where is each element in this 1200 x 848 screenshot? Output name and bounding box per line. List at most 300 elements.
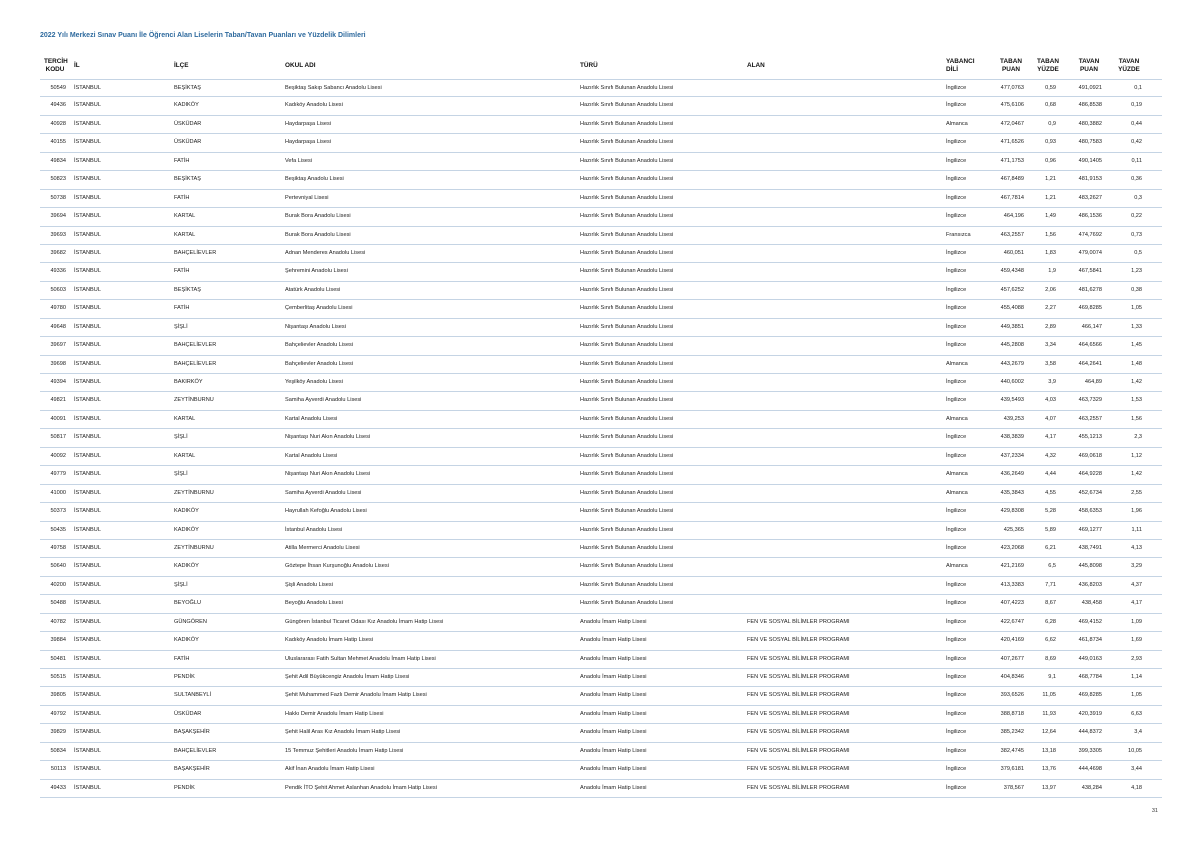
cell-taban-yuzde: 4,55 — [1045, 489, 1056, 496]
cell-turu: Hazırlık Sınıfı Bulunan Anadolu Lisesi — [580, 176, 674, 183]
cell-taban-yuzde: 1,83 — [1045, 249, 1056, 256]
table-row — [40, 595, 1162, 613]
cell-taban-puan: 464,196 — [1003, 213, 1024, 220]
cell-yabanci-dili: Almanca — [946, 120, 968, 127]
cell-yabanci-dili: Almanca — [946, 489, 968, 496]
cell-okul-adi: Şehit Muhammed Fazlı Demir Anadolu İmam Hatip Lisesi — [285, 692, 427, 699]
cell-tavan-yuzde: 4,37 — [1131, 581, 1142, 588]
cell-taban-puan: 407,4223 — [1000, 600, 1024, 607]
cell-tercih-kodu: 50823 — [50, 176, 66, 183]
cell-tavan-puan: 490,1405 — [1078, 157, 1102, 164]
cell-turu: Hazırlık Sınıfı Bulunan Anadolu Lisesi — [580, 379, 674, 385]
cell-ilce: ZEYTİNBURNU — [174, 489, 214, 496]
cell-okul-adi: Göztepe İhsan Kurşunoğlu Anadolu Lisesi — [285, 563, 389, 570]
cell-il: İSTANBUL — [74, 249, 101, 256]
cell-taban-yuzde: 0,68 — [1045, 102, 1056, 109]
cell-taban-yuzde: 6,28 — [1045, 618, 1056, 625]
cell-yabanci-dili: İngilizce — [946, 213, 967, 220]
table-row — [40, 116, 1162, 134]
cell-yabanci-dili: İngilizce — [946, 157, 967, 164]
cell-tercih-kodu: 40092 — [50, 452, 66, 459]
cell-yabanci-dili: İngilizce — [946, 323, 967, 330]
cell-taban-puan: 438,3839 — [1000, 434, 1024, 441]
table-row — [40, 503, 1162, 521]
cell-il: İSTANBUL — [74, 323, 101, 330]
cell-yabanci-dili: İngilizce — [946, 397, 967, 404]
cell-okul-adi: Haydarpaşa Lisesi — [285, 120, 332, 127]
cell-okul-adi: Atatürk Anadolu Lisesi — [285, 286, 341, 293]
cell-tavan-puan: 483,2627 — [1078, 194, 1102, 201]
cell-il: İSTANBUL — [74, 85, 101, 91]
table-row — [40, 429, 1162, 447]
table-row — [40, 687, 1162, 705]
cell-taban-yuzde: 13,76 — [1042, 766, 1056, 773]
cell-ilce: FATİH — [174, 305, 190, 312]
cell-ilce: KARTAL — [174, 231, 196, 238]
cell-okul-adi: Çemberlitaş Anadolu Lisesi — [285, 305, 353, 312]
table-row — [40, 448, 1162, 466]
cell-taban-yuzde: 6,21 — [1045, 544, 1056, 551]
cell-tavan-yuzde: 0,44 — [1131, 120, 1142, 127]
table-row — [40, 356, 1162, 374]
cell-il: İSTANBUL — [74, 231, 101, 238]
cell-tercih-kodu: 50738 — [50, 194, 66, 201]
cell-okul-adi: Beşiktaş Anadolu Lisesi — [285, 176, 344, 183]
cell-taban-yuzde: 1,21 — [1045, 194, 1056, 201]
cell-alan: FEN VE SOSYAL BİLİMLER PROGRAMI — [747, 766, 850, 773]
cell-tavan-puan: 463,2557 — [1078, 415, 1102, 422]
cell-taban-puan: 439,253 — [1003, 415, 1024, 422]
cell-taban-puan: 385,2342 — [1000, 729, 1024, 736]
cell-tercih-kodu: 40200 — [50, 581, 66, 588]
cell-tercih-kodu: 41000 — [50, 489, 66, 496]
cell-taban-yuzde: 1,56 — [1045, 231, 1056, 238]
cell-il: İSTANBUL — [74, 102, 101, 109]
cell-yabanci-dili: İngilizce — [946, 508, 967, 515]
table-row — [40, 780, 1162, 798]
cell-taban-yuzde: 11,05 — [1042, 692, 1056, 699]
cell-yabanci-dili: İngilizce — [946, 544, 967, 551]
cell-ilce: KADIKÖY — [174, 563, 199, 570]
cell-tercih-kodu: 40155 — [50, 139, 66, 146]
cell-tavan-puan: 458,6353 — [1078, 508, 1102, 515]
cell-tavan-yuzde: 4,18 — [1131, 784, 1142, 791]
cell-taban-puan: 440,6002 — [1000, 379, 1024, 385]
page-number: 31 — [1151, 808, 1158, 814]
cell-taban-puan: 457,6252 — [1000, 286, 1024, 293]
cell-tavan-puan: 469,1277 — [1078, 526, 1102, 533]
cell-tavan-puan: 481,9153 — [1078, 176, 1102, 183]
cell-taban-puan: 471,6526 — [1000, 139, 1024, 146]
cell-il: İSTANBUL — [74, 360, 101, 367]
cell-turu: Hazırlık Sınıfı Bulunan Anadolu Lisesi — [580, 397, 674, 404]
cell-tavan-yuzde: 1,23 — [1131, 268, 1142, 275]
cell-turu: Hazırlık Sınıfı Bulunan Anadolu Lisesi — [580, 508, 674, 515]
cell-taban-yuzde: 6,62 — [1045, 637, 1056, 644]
cell-ilce: KADIKÖY — [174, 637, 199, 644]
cell-il: İSTANBUL — [74, 415, 101, 422]
cell-taban-yuzde: 3,9 — [1048, 379, 1056, 385]
cell-turu: Anadolu İmam Hatip Lisesi — [580, 637, 647, 644]
cell-tercih-kodu: 50113 — [50, 766, 66, 773]
cell-tavan-puan: 444,8372 — [1078, 729, 1102, 736]
table-row — [40, 669, 1162, 687]
cell-tavan-yuzde: 1,42 — [1131, 379, 1142, 385]
cell-okul-adi: Hakkı Demir Anadolu İmam Hatip Lisesi — [285, 710, 384, 717]
table-row — [40, 577, 1162, 595]
cell-tavan-yuzde: 1,12 — [1131, 452, 1142, 459]
cell-taban-yuzde: 2,89 — [1045, 323, 1056, 330]
cell-tavan-puan: 480,7583 — [1078, 139, 1102, 146]
cell-taban-yuzde: 12,64 — [1042, 729, 1056, 736]
cell-il: İSTANBUL — [74, 581, 101, 588]
cell-yabanci-dili: İngilizce — [946, 710, 967, 717]
cell-okul-adi: Bahçelievler Anadolu Lisesi — [285, 360, 354, 367]
cell-tavan-yuzde: 1,33 — [1131, 323, 1142, 330]
cell-yabanci-dili: İngilizce — [946, 526, 967, 533]
cell-ilce: FATİH — [174, 655, 190, 662]
cell-tavan-yuzde: 3,44 — [1131, 766, 1142, 773]
cell-taban-puan: 437,2334 — [1000, 452, 1024, 459]
cell-tavan-puan: 444,4698 — [1078, 766, 1102, 773]
cell-alan: FEN VE SOSYAL BİLİMLER PROGRAMI — [747, 655, 850, 662]
cell-turu: Hazırlık Sınıfı Bulunan Anadolu Lisesi — [580, 213, 674, 220]
cell-ilce: FATİH — [174, 194, 190, 201]
cell-tavan-yuzde: 0,11 — [1131, 157, 1142, 164]
cell-ilce: ÜSKÜDAR — [174, 139, 202, 146]
cell-tercih-kodu: 49436 — [50, 102, 66, 109]
cell-tercih-kodu: 49394 — [50, 379, 66, 385]
table-row — [40, 263, 1162, 281]
cell-tercih-kodu: 50481 — [50, 655, 66, 662]
header-tavan-puan: TAVAN PUAN — [1078, 58, 1100, 73]
cell-tavan-puan: 486,1536 — [1078, 213, 1102, 220]
cell-tercih-kodu: 50515 — [50, 674, 66, 680]
cell-turu: Hazırlık Sınıfı Bulunan Anadolu Lisesi — [580, 305, 674, 312]
cell-turu: Anadolu İmam Hatip Lisesi — [580, 766, 647, 773]
cell-taban-puan: 439,5493 — [1000, 397, 1024, 404]
cell-yabanci-dili: İngilizce — [946, 379, 967, 385]
cell-ilce: BAHÇELİEVLER — [174, 249, 217, 256]
cell-yabanci-dili: Almanca — [946, 415, 968, 422]
cell-alan: FEN VE SOSYAL BİLİMLER PROGRAMI — [747, 747, 850, 754]
cell-taban-yuzde: 9,1 — [1048, 674, 1056, 680]
cell-ilce: FATİH — [174, 268, 190, 275]
cell-taban-yuzde: 3,58 — [1045, 360, 1056, 367]
cell-il: İSTANBUL — [74, 674, 101, 680]
cell-il: İSTANBUL — [74, 213, 101, 220]
table-row — [40, 724, 1162, 742]
table-row — [40, 392, 1162, 410]
cell-taban-puan: 429,8308 — [1000, 508, 1024, 515]
cell-taban-puan: 467,7814 — [1000, 194, 1024, 201]
cell-yabanci-dili: İngilizce — [946, 452, 967, 459]
table-row — [40, 171, 1162, 189]
cell-tercih-kodu: 49834 — [50, 157, 66, 164]
cell-okul-adi: Şişli Anadolu Lisesi — [285, 581, 333, 588]
cell-ilce: ÜSKÜDAR — [174, 120, 202, 127]
cell-tavan-yuzde: 1,96 — [1131, 508, 1142, 515]
cell-ilce: ŞİŞLİ — [174, 471, 188, 478]
cell-yabanci-dili: İngilizce — [946, 249, 967, 256]
cell-yabanci-dili: İngilizce — [946, 342, 967, 349]
cell-tavan-puan: 479,0074 — [1078, 249, 1102, 256]
cell-ilce: BAŞAKŞEHİR — [174, 729, 210, 736]
cell-taban-yuzde: 0,93 — [1045, 139, 1056, 146]
table-row — [40, 706, 1162, 724]
cell-tavan-yuzde: 1,69 — [1131, 637, 1142, 644]
cell-taban-yuzde: 4,07 — [1045, 415, 1056, 422]
cell-ilce: KADIKÖY — [174, 102, 199, 109]
cell-yabanci-dili: İngilizce — [946, 600, 967, 607]
cell-tercih-kodu: 40782 — [50, 618, 66, 625]
header-taban-yuzde: TABAN YÜZDE — [1037, 58, 1059, 73]
cell-tavan-puan: 469,8285 — [1078, 305, 1102, 312]
header-taban-puan: TABAN PUAN — [1000, 58, 1022, 73]
cell-tavan-puan: 420,3919 — [1078, 710, 1102, 717]
cell-ilce: BAŞAKŞEHİR — [174, 766, 210, 773]
cell-ilce: ZEYTİNBURNU — [174, 544, 214, 551]
cell-il: İSTANBUL — [74, 305, 101, 312]
cell-il: İSTANBUL — [74, 120, 101, 127]
cell-turu: Hazırlık Sınıfı Bulunan Anadolu Lisesi — [580, 563, 674, 570]
cell-tavan-yuzde: 10,05 — [1128, 747, 1142, 754]
cell-turu: Hazırlık Sınıfı Bulunan Anadolu Lisesi — [580, 452, 674, 459]
cell-yabanci-dili: İngilizce — [946, 692, 967, 699]
cell-il: İSTANBUL — [74, 508, 101, 515]
cell-yabanci-dili: İngilizce — [946, 85, 967, 91]
cell-tavan-puan: 436,8203 — [1078, 581, 1102, 588]
cell-tavan-puan: 474,7692 — [1078, 231, 1102, 238]
cell-okul-adi: Kartal Anadolu Lisesi — [285, 415, 338, 422]
cell-yabanci-dili: İngilizce — [946, 655, 967, 662]
cell-turu: Hazırlık Sınıfı Bulunan Anadolu Lisesi — [580, 489, 674, 496]
cell-tercih-kodu: 39698 — [50, 360, 66, 367]
cell-yabanci-dili: İngilizce — [946, 618, 967, 625]
cell-taban-yuzde: 0,9 — [1048, 120, 1056, 127]
cell-alan: FEN VE SOSYAL BİLİMLER PROGRAMI — [747, 710, 850, 717]
cell-taban-puan: 460,051 — [1003, 249, 1024, 256]
cell-alan: FEN VE SOSYAL BİLİMLER PROGRAMI — [747, 729, 850, 736]
cell-turu: Hazırlık Sınıfı Bulunan Anadolu Lisesi — [580, 231, 674, 238]
cell-tavan-puan: 469,4152 — [1078, 618, 1102, 625]
cell-tercih-kodu: 50549 — [50, 85, 66, 91]
cell-tavan-yuzde: 4,13 — [1131, 544, 1142, 551]
cell-tercih-kodu: 50603 — [50, 286, 66, 293]
cell-turu: Hazırlık Sınıfı Bulunan Anadolu Lisesi — [580, 194, 674, 201]
cell-turu: Hazırlık Sınıfı Bulunan Anadolu Lisesi — [580, 102, 674, 109]
cell-taban-puan: 378,567 — [1003, 784, 1024, 791]
cell-ilce: BAHÇELİEVLER — [174, 747, 217, 754]
cell-tercih-kodu: 49779 — [50, 471, 66, 478]
cell-tavan-puan: 486,8538 — [1078, 102, 1102, 109]
cell-il: İSTANBUL — [74, 397, 101, 404]
cell-turu: Hazırlık Sınıfı Bulunan Anadolu Lisesi — [580, 544, 674, 551]
cell-yabanci-dili: İngilizce — [946, 194, 967, 201]
cell-taban-puan: 459,4348 — [1000, 268, 1024, 275]
cell-turu: Hazırlık Sınıfı Bulunan Anadolu Lisesi — [580, 268, 674, 275]
cell-il: İSTANBUL — [74, 637, 101, 644]
cell-tavan-puan: 438,284 — [1081, 784, 1102, 791]
cell-okul-adi: Uluslararası Fatih Sultan Mehmet Anadolu İmam Hatip Lisesi — [285, 655, 436, 662]
cell-tercih-kodu: 40091 — [50, 415, 66, 422]
cell-okul-adi: Nişantaşı Nuri Akın Anadolu Lisesi — [285, 471, 371, 478]
cell-il: İSTANBUL — [74, 710, 101, 717]
cell-tavan-puan: 467,5841 — [1078, 268, 1102, 275]
cell-tavan-yuzde: 1,09 — [1131, 618, 1142, 625]
cell-tavan-yuzde: 1,45 — [1131, 342, 1142, 349]
table-row — [40, 134, 1162, 152]
cell-tavan-puan: 399,3305 — [1078, 747, 1102, 754]
cell-okul-adi: Bahçelievler Anadolu Lisesi — [285, 342, 354, 349]
cell-okul-adi: Nişantaşı Nuri Akın Anadolu Lisesi — [285, 434, 371, 441]
cell-tercih-kodu: 49336 — [50, 268, 66, 275]
cell-tavan-puan: 449,0163 — [1078, 655, 1102, 662]
cell-ilce: FATİH — [174, 157, 190, 164]
cell-okul-adi: Nişantaşı Anadolu Lisesi — [285, 323, 346, 330]
cell-yabanci-dili: İngilizce — [946, 581, 967, 588]
cell-taban-puan: 443,2679 — [1000, 360, 1024, 367]
cell-tercih-kodu: 39829 — [50, 729, 66, 736]
cell-tercih-kodu: 49792 — [50, 710, 66, 717]
cell-tavan-puan: 464,6566 — [1078, 342, 1102, 349]
cell-turu: Hazırlık Sınıfı Bulunan Anadolu Lisesi — [580, 286, 674, 293]
cell-taban-puan: 455,4088 — [1000, 305, 1024, 312]
cell-turu: Hazırlık Sınıfı Bulunan Anadolu Lisesi — [580, 157, 674, 164]
cell-yabanci-dili: İngilizce — [946, 286, 967, 293]
cell-tavan-puan: 481,6278 — [1078, 286, 1102, 293]
cell-taban-yuzde: 4,03 — [1045, 397, 1056, 404]
cell-tavan-yuzde: 6,63 — [1131, 710, 1142, 717]
cell-tavan-yuzde: 2,55 — [1131, 489, 1142, 496]
cell-yabanci-dili: İngilizce — [946, 434, 967, 441]
cell-tercih-kodu: 39693 — [50, 231, 66, 238]
cell-turu: Hazırlık Sınıfı Bulunan Anadolu Lisesi — [580, 120, 674, 127]
cell-taban-yuzde: 13,97 — [1042, 784, 1056, 791]
cell-taban-puan: 421,2169 — [1000, 563, 1024, 570]
cell-tercih-kodu: 49780 — [50, 305, 66, 312]
cell-okul-adi: Beşiktaş Sakıp Sabancı Anadolu Lisesi — [285, 85, 382, 91]
table-row — [40, 411, 1162, 429]
cell-tercih-kodu: 50488 — [50, 600, 66, 607]
table-row — [40, 190, 1162, 208]
cell-il: İSTANBUL — [74, 452, 101, 459]
table-row — [40, 227, 1162, 245]
table-row — [40, 300, 1162, 318]
cell-ilce: BEŞİKTAŞ — [174, 286, 201, 293]
cell-okul-adi: Yeşilköy Anadolu Lisesi — [285, 379, 343, 385]
cell-tercih-kodu: 50817 — [50, 434, 66, 441]
cell-tavan-yuzde: 0,36 — [1131, 176, 1142, 183]
cell-yabanci-dili: İngilizce — [946, 102, 967, 109]
cell-tavan-puan: 455,1213 — [1078, 434, 1102, 441]
table-row — [40, 558, 1162, 576]
cell-ilce: SULTANBEYLİ — [174, 692, 212, 699]
cell-ilce: GÜNGÖREN — [174, 618, 207, 625]
cell-tavan-yuzde: 0,19 — [1131, 102, 1142, 109]
cell-il: İSTANBUL — [74, 784, 101, 791]
cell-ilce: ŞİŞLİ — [174, 323, 188, 330]
cell-taban-puan: 420,4169 — [1000, 637, 1024, 644]
cell-tavan-yuzde: 0,42 — [1131, 139, 1142, 146]
cell-taban-puan: 435,3843 — [1000, 489, 1024, 496]
cell-tavan-yuzde: 0,38 — [1131, 286, 1142, 293]
cell-yabanci-dili: Almanca — [946, 360, 968, 367]
cell-il: İSTANBUL — [74, 268, 101, 275]
cell-taban-yuzde: 6,5 — [1048, 563, 1056, 570]
cell-taban-puan: 382,4745 — [1000, 747, 1024, 754]
cell-tavan-puan: 464,89 — [1084, 379, 1102, 385]
cell-il: İSTANBUL — [74, 139, 101, 146]
cell-okul-adi: Vefa Lisesi — [285, 157, 313, 164]
cell-yabanci-dili: Almanca — [946, 563, 968, 570]
cell-tavan-puan: 464,9228 — [1078, 471, 1102, 478]
cell-taban-yuzde: 13,18 — [1042, 747, 1056, 754]
cell-turu: Anadolu İmam Hatip Lisesi — [580, 674, 647, 680]
cell-tavan-puan: 464,2641 — [1078, 360, 1102, 367]
cell-okul-adi: Güngören İstanbul Ticaret Odası Kız Anadolu İmam Hatip Lisesi — [285, 618, 444, 625]
cell-tavan-puan: 469,0618 — [1078, 452, 1102, 459]
cell-okul-adi: Kartal Anadolu Lisesi — [285, 452, 338, 459]
cell-taban-puan: 472,0467 — [1000, 120, 1024, 127]
cell-il: İSTANBUL — [74, 526, 101, 533]
cell-tercih-kodu: 39694 — [50, 213, 66, 220]
cell-okul-adi: Hayrullah Kefoğlu Anadolu Lisesi — [285, 508, 367, 515]
cell-taban-yuzde: 8,67 — [1045, 600, 1056, 607]
cell-tavan-puan: 466,147 — [1081, 323, 1102, 330]
cell-ilce: KADIKÖY — [174, 508, 199, 515]
cell-taban-puan: 471,1753 — [1000, 157, 1024, 164]
cell-tavan-yuzde: 1,48 — [1131, 360, 1142, 367]
cell-turu: Hazırlık Sınıfı Bulunan Anadolu Lisesi — [580, 600, 674, 607]
cell-tercih-kodu: 49758 — [50, 544, 66, 551]
cell-tavan-yuzde: 2,93 — [1131, 655, 1142, 662]
table-row — [40, 651, 1162, 669]
cell-taban-yuzde: 1,21 — [1045, 176, 1056, 183]
cell-il: İSTANBUL — [74, 434, 101, 441]
cell-tavan-puan: 438,7491 — [1078, 544, 1102, 551]
cell-okul-adi: 15 Temmuz Şehitleri Anadolu İmam Hatip Lisesi — [285, 747, 404, 754]
cell-yabanci-dili: İngilizce — [946, 729, 967, 736]
cell-taban-puan: 445,2808 — [1000, 342, 1024, 349]
cell-il: İSTANBUL — [74, 471, 101, 478]
cell-ilce: KARTAL — [174, 213, 196, 220]
cell-turu: Hazırlık Sınıfı Bulunan Anadolu Lisesi — [580, 360, 674, 367]
cell-okul-adi: Kadıköy Anadolu İmam Hatip Lisesi — [285, 637, 373, 644]
cell-il: İSTANBUL — [74, 655, 101, 662]
cell-tavan-yuzde: 1,56 — [1131, 415, 1142, 422]
cell-tavan-yuzde: 3,4 — [1134, 729, 1142, 736]
table-row — [40, 632, 1162, 650]
cell-tavan-yuzde: 1,11 — [1131, 526, 1142, 533]
cell-il: İSTANBUL — [74, 747, 101, 754]
cell-turu: Anadolu İmam Hatip Lisesi — [580, 618, 647, 625]
cell-turu: Hazırlık Sınıfı Bulunan Anadolu Lisesi — [580, 139, 674, 146]
header-tercih-kodu: TERCİH KODU — [44, 58, 68, 73]
cell-yabanci-dili: İngilizce — [946, 176, 967, 183]
cell-tavan-puan: 438,458 — [1081, 600, 1102, 607]
table-header — [40, 58, 1162, 76]
cell-il: İSTANBUL — [74, 342, 101, 349]
cell-okul-adi: Adnan Menderes Anadolu Lisesi — [285, 249, 366, 256]
cell-tavan-yuzde: 2,3 — [1134, 434, 1142, 441]
cell-ilce: BAKIRKÖY — [174, 379, 203, 385]
cell-turu: Hazırlık Sınıfı Bulunan Anadolu Lisesi — [580, 342, 674, 349]
cell-tavan-yuzde: 1,53 — [1131, 397, 1142, 404]
header-il: İL — [74, 62, 80, 69]
cell-turu: Hazırlık Sınıfı Bulunan Anadolu Lisesi — [580, 85, 674, 91]
cell-tercih-kodu: 50834 — [50, 747, 66, 754]
